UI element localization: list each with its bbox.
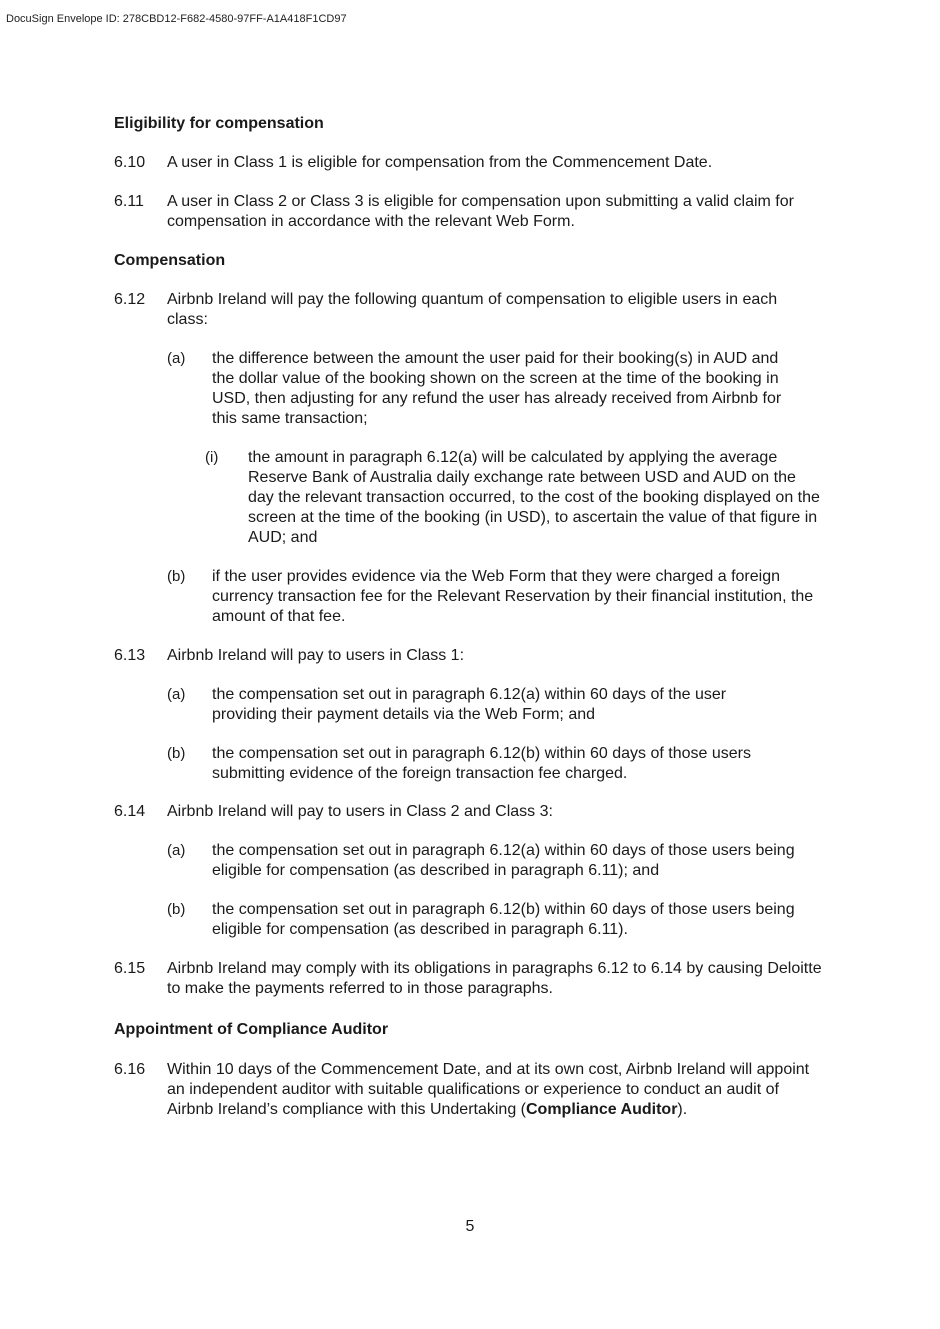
- paragraph-text-6-14: Airbnb Ireland will pay to users in Class 2 and Class 3:: [167, 803, 553, 820]
- subsubparagraph-text-6-12-a-i: the amount in paragraph 6.12(a) will be calculated by applying the average Reserve Bank of Australia daily exchange rate between USD and AUD on the day the relevant transaction occurred, to the cost of the booking displayed on the screen at the time of the booking (in USD), to ascertain the value of that figure in AUD; and: [248, 449, 820, 546]
- subparagraph-text-6-13-b: the compensation set out in paragraph 6.12(b) within 60 days of those users submitting evidence of the foreign transaction fee charged.: [212, 745, 751, 782]
- section-heading-auditor: Appointment of Compliance Auditor: [114, 1021, 389, 1038]
- paragraph-number: 6.14: [114, 803, 146, 820]
- subparagraph-text-6-13-a: the compensation set out in paragraph 6.12(a) within 60 days of the user providing their payment details via the Web Form; and: [212, 686, 727, 723]
- subparagraph-text-6-12-a: the difference between the amount the user paid for their booking(s) in AUD and the dollar value of the booking shown on the screen at the time of the booking in USD, then adjusting for any refund the user has already received from Airbnb for this same transaction;: [212, 350, 782, 427]
- subparagraph-label: (a): [167, 686, 186, 703]
- paragraph-text-6-10: A user in Class 1 is eligible for compensation from the Commencement Date.: [167, 154, 713, 171]
- paragraph-text-6-13: Airbnb Ireland will pay to users in Class 1:: [167, 647, 465, 664]
- page-number: 5: [465, 1218, 475, 1235]
- defined-term: Compliance Auditor: [526, 1101, 678, 1118]
- subparagraph-label: (a): [167, 350, 186, 367]
- docusign-envelope-id: DocuSign Envelope ID: 278CBD12-F682-4580-97FF-A1A418F1CD97: [6, 13, 347, 25]
- paragraph-number: 6.15: [114, 960, 146, 977]
- paragraph-text-6-16: [167, 1060, 827, 1120]
- section-heading-compensation: Compensation: [114, 252, 226, 269]
- subparagraph-label: (b): [167, 568, 186, 585]
- subparagraph-text-6-12-b: if the user provides evidence via the Web Form that they were charged a foreign currency transaction fee for the Relevant Reservation by their financial institution, the amount of that fee.: [212, 568, 814, 625]
- subsubparagraph-label: (i): [205, 449, 219, 466]
- paragraph-number: 6.13: [114, 647, 146, 664]
- paragraph-text-after: ).: [677, 1101, 688, 1118]
- subparagraph-label: (b): [167, 901, 186, 918]
- paragraph-number: 6.11: [114, 193, 144, 210]
- section-heading-eligibility: Eligibility for compensation: [114, 115, 324, 132]
- paragraph-text-6-12: Airbnb Ireland will pay the following quantum of compensation to eligible users in each class:: [167, 291, 778, 328]
- subparagraph-text-6-14-a: the compensation set out in paragraph 6.12(a) within 60 days of those users being eligible for compensation (as described in paragraph 6.11); and: [212, 842, 795, 879]
- paragraph-number: 6.10: [114, 154, 146, 171]
- subparagraph-label: (b): [167, 745, 186, 762]
- paragraph-text-6-11: A user in Class 2 or Class 3 is eligible for compensation upon submitting a valid claim for compensation in accordance with the relevant Web Form.: [167, 193, 794, 230]
- paragraph-number: 6.12: [114, 291, 146, 308]
- paragraph-number: 6.16: [114, 1061, 146, 1078]
- paragraph-text-6-15: Airbnb Ireland may comply with its obligations in paragraphs 6.12 to 6.14 by causing Deloitte to make the payments referred to in those paragraphs.: [167, 960, 822, 997]
- subparagraph-text-6-14-b: the compensation set out in paragraph 6.12(b) within 60 days of those users being eligible for compensation (as described in paragraph 6.11).: [212, 901, 795, 938]
- paragraph-text-before: Within 10 days of the Commencement Date, and at its own cost, Airbnb Ireland will appoint an independent auditor with suitable qualifications or experience to conduct an audit of Airbnb Ireland’s compliance with this Undertaking (: [167, 1061, 810, 1118]
- subparagraph-label: (a): [167, 842, 186, 859]
